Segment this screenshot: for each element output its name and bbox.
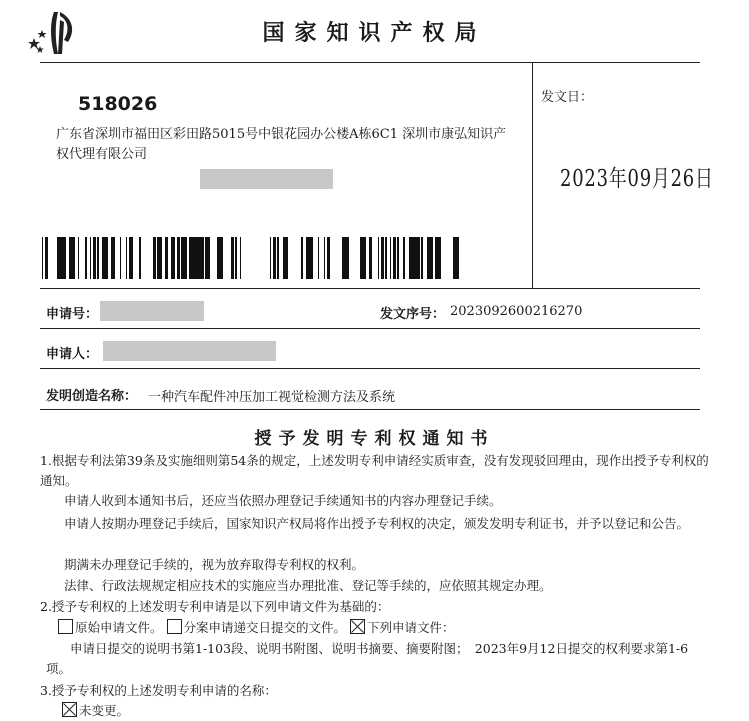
listed-docs-label: 下列申请文件：	[367, 620, 455, 635]
redacted-applicant	[103, 341, 276, 361]
dispatch-date-label: 发文日：	[541, 90, 594, 105]
redacted-recipient	[200, 169, 333, 189]
redacted-application-number	[100, 301, 204, 321]
frame-divider	[532, 62, 533, 288]
dispatch-date: 2023年09月26日	[560, 166, 714, 192]
name-unchanged-label: 未变更。	[79, 703, 130, 718]
row-line-3	[40, 409, 700, 410]
notice-paragraph-7: 申请日提交的说明书第1-103段、说明书附图、说明书摘要、摘要附图； 2023年9月12日提交的权利要求第1-6项。	[46, 641, 689, 676]
recipient-address: 广东省深圳市福田区彩田路5015号中银花园办公楼A栋6C1 深圳市康弘知识产权代理有限公司	[56, 127, 507, 162]
name-options	[62, 701, 702, 721]
barcode-bar	[240, 237, 241, 279]
divisional-docs-label: 分案申请递交日提交的文件。	[183, 620, 347, 635]
notice-paragraph-8: 3.授予专利权的上述发明专利申请的名称：	[40, 683, 277, 698]
original-docs-label: 原始申请文件。	[75, 620, 163, 635]
notice-paragraph-3: 申请人按期办理登记手续后，国家知识产权局将作出授予专利权的决定，颁发发明专利证书，并予以登记和公告。	[64, 516, 690, 531]
serial-number: 2023092600216270	[450, 304, 583, 319]
notice-paragraph-4: 期满未办理登记手续的，视为放弃取得专利权的权利。	[64, 557, 365, 572]
notice-paragraph-5: 法律、行政法规规定相应技术的实施应当办理批准、登记等手续的，应依照其规定办理。	[64, 578, 552, 593]
basis-options	[58, 618, 708, 638]
applicant-label: 申请人：	[46, 347, 99, 362]
notice-title: 授予发明专利权通知书	[254, 429, 495, 449]
barcode-2	[270, 237, 472, 279]
notice-paragraph-6: 2.授予专利权的上述发明专利申请是以下列申请文件为基础的：	[40, 599, 390, 614]
name-unchanged-checkbox	[62, 702, 77, 717]
row-line-2	[40, 368, 700, 369]
listed-docs-checkbox	[350, 619, 365, 634]
barcode-1	[42, 237, 244, 279]
invention-name: 一种汽车配件冲压加工视觉检测方法及系统	[148, 390, 396, 405]
frame-bottom-line	[40, 288, 700, 289]
org-name: 国家知识产权局	[262, 21, 487, 46]
frame-top-line	[40, 62, 700, 63]
invention-name-label: 发明创造名称：	[46, 389, 138, 404]
serial-number-label: 发文序号：	[380, 307, 446, 322]
postcode: 518026	[78, 93, 158, 115]
application-number-label: 申请号：	[46, 307, 99, 322]
barcode-bar	[468, 237, 469, 279]
notice-paragraph-1: 1.根据专利法第39条及实施细则第54条的规定，上述发明专利申请经实质审查，没有发现驳回理由，现作出授予专利权的通知。	[40, 453, 709, 488]
divisional-docs-checkbox	[167, 619, 182, 634]
original-docs-checkbox	[58, 619, 73, 634]
notice-paragraph-2: 申请人收到本通知书后，还应当依照办理登记手续通知书的内容办理登记手续。	[64, 493, 502, 508]
row-line-1	[40, 328, 700, 329]
